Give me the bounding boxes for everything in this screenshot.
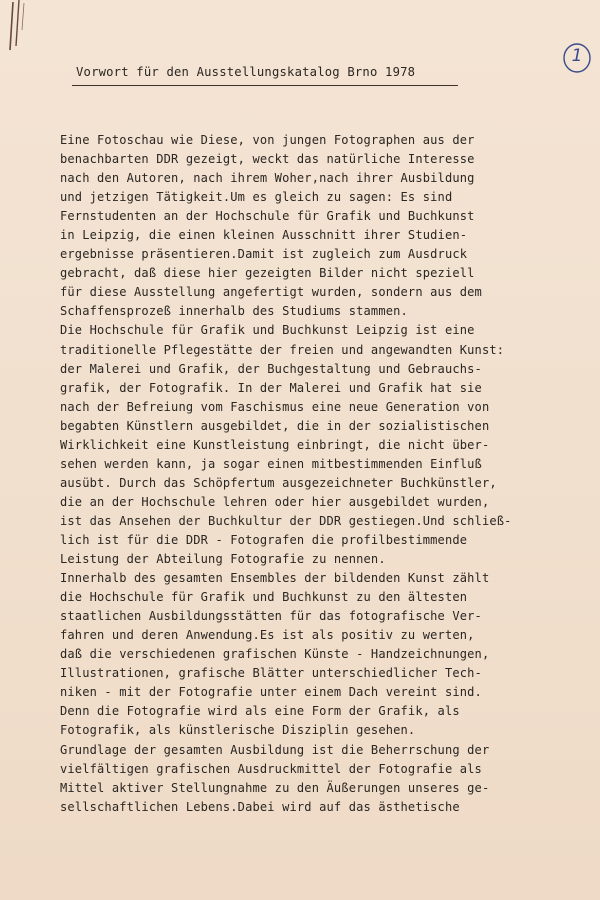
text-line: Fotografik, als künstlerische Disziplin gesehen. bbox=[60, 723, 416, 738]
text-line: ausübt. Durch das Schöpfertum ausgezeichneter Buchkünstler, bbox=[60, 475, 497, 490]
text-line: ist das Ansehen der Buchkultur der DDR gestiegen.Und schließ- bbox=[60, 513, 512, 528]
text-line: daß die verschiedenen grafischen Künste - Handzeichnungen, bbox=[60, 647, 490, 662]
text-line: Innerhalb des gesamten Ensembles der bildenden Kunst zählt bbox=[60, 571, 490, 586]
text-line: nach der Befreiung vom Faschismus eine neue Generation von bbox=[60, 399, 490, 414]
text-line: gebracht, daß diese hier gezeigten Bilder nicht speziell bbox=[60, 266, 475, 281]
text-line: Schaffensprozeß innerhalb des Studiums stammen. bbox=[60, 304, 408, 319]
text-line: Wirklichkeit eine Kunstleistung einbringt, die nicht über- bbox=[60, 437, 490, 452]
text-line: Illustrationen, grafische Blätter unterschiedlicher Tech- bbox=[60, 666, 482, 681]
margin-pencil-marks bbox=[4, 0, 34, 60]
text-line: die an der Hochschule lehren oder hier ausgebildet wurden, bbox=[60, 494, 490, 509]
text-line: sellschaftlichen Lebens.Dabei wird auf das ästhetische bbox=[60, 799, 460, 814]
page-number bbox=[560, 40, 594, 74]
text-line: Denn die Fotografie wird als eine Form der Grafik, als bbox=[60, 704, 460, 719]
text-line: traditionelle Pflegestätte der freien und angewandten Kunst: bbox=[60, 342, 505, 357]
text-line: Die Hochschule für Grafik und Buchkunst Leipzig ist eine bbox=[60, 323, 475, 338]
text-line: und jetzigen Tätigkeit.Um es gleich zu sagen: Es sind bbox=[60, 190, 453, 205]
text-line: fahren und deren Anwendung.Es ist als positiv zu werten, bbox=[60, 628, 475, 643]
text-line: niken - mit der Fotografie unter einem Dach vereint sind. bbox=[60, 685, 482, 700]
text-line: Grundlage der gesamten Ausbildung ist die Beherrschung der bbox=[60, 742, 490, 757]
text-line: staatlichen Ausbildungsstätten für das fotografische Ver- bbox=[60, 609, 482, 624]
page-number-label: 1 bbox=[571, 46, 583, 66]
title-underline bbox=[72, 85, 458, 86]
text-line: Fernstudenten an der Hochschule für Grafik und Buchkunst bbox=[60, 209, 475, 224]
text-line: vielfältigen grafischen Ausdruckmittel der Fotografie als bbox=[60, 761, 482, 776]
text-line: lich ist für die DDR - Fotografen die profilbestimmende bbox=[60, 532, 468, 547]
text-line: der Malerei und Grafik, der Buchgestaltung und Gebrauchs- bbox=[60, 361, 482, 376]
text-line: grafik, der Fotografik. In der Malerei und Grafik hat sie bbox=[60, 380, 482, 395]
text-line: benachbarten DDR gezeigt, weckt das natürliche Interesse bbox=[60, 152, 475, 167]
text-line: die Hochschule für Grafik und Buchkunst zu den ältesten bbox=[60, 590, 468, 605]
document-title: Vorwort für den Ausstellungskatalog Brno 1978 bbox=[76, 65, 416, 79]
text-line: begabten Künstlern ausgebildet, die in der sozialistischen bbox=[60, 418, 490, 433]
text-line: in Leipzig, die einen kleinen Ausschnitt ihrer Studien- bbox=[60, 228, 468, 243]
text-line: für diese Ausstellung angefertigt wurden, sondern aus dem bbox=[60, 285, 482, 300]
text-line: Leistung der Abteilung Fotografie zu nennen. bbox=[60, 552, 386, 567]
text-line: ergebnisse präsentieren.Damit ist zugleich zum Ausdruck bbox=[60, 247, 468, 262]
body-text bbox=[60, 131, 512, 817]
text-line: Eine Fotoschau wie Diese, von jungen Fotographen aus der bbox=[60, 133, 475, 147]
text-line: sehen werden kann, ja sogar einen mitbestimmenden Einfluß bbox=[60, 456, 482, 471]
text-line: nach den Autoren, nach ihrem Woher,nach ihrer Ausbildung bbox=[60, 171, 475, 186]
text-line: Mittel aktiver Stellungnahme zu den Äußerungen unseres ge- bbox=[60, 780, 490, 795]
